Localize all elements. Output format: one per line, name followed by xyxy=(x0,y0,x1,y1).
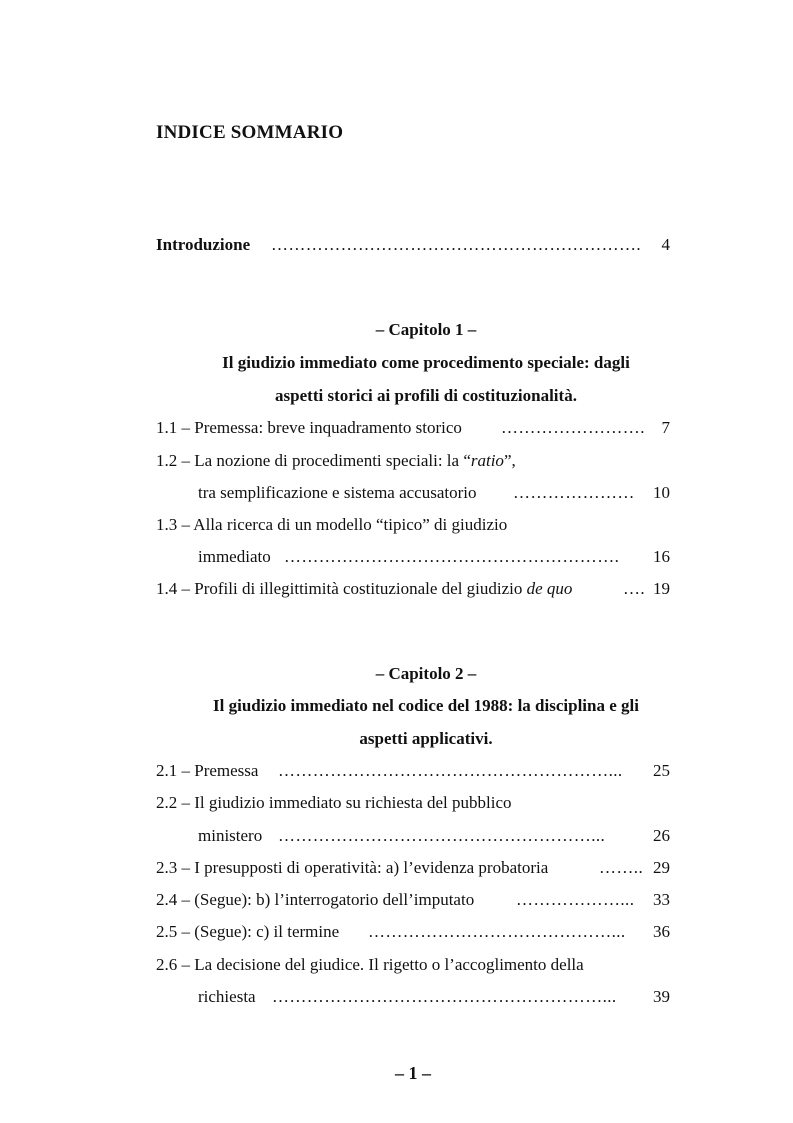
toc-dots: …………………………………………………. xyxy=(284,547,620,566)
toc-dots: …………………………………………………... xyxy=(272,987,617,1006)
toc-label: tra semplificazione e sistema accusatorio xyxy=(198,483,477,502)
toc-page: 25 xyxy=(653,761,670,780)
toc-page: 16 xyxy=(653,547,670,566)
toc-entry-introduzione xyxy=(156,233,670,257)
toc-dots: ………………... xyxy=(516,890,635,909)
toc-label: 2.1 – Premessa xyxy=(156,761,259,780)
toc-label: 2.4 – (Segue): b) l’interrogatorio dell’imputato xyxy=(156,890,475,909)
chapter-1-subtitle-line-2: aspetti storici ai profili di costituzionalità. xyxy=(275,386,577,405)
chapter-2-subtitle-line-1: Il giudizio immediato nel codice del 1988: la disciplina e gli xyxy=(213,696,639,715)
toc-label: 2.2 – Il giudizio immediato su richiesta del pubblico xyxy=(156,793,512,812)
toc-entry-2-2-continued xyxy=(156,824,670,848)
toc-entry-2-6-continued xyxy=(156,985,670,1009)
toc-label: ministero xyxy=(198,826,263,845)
toc-dots: ………………………………………………... xyxy=(278,826,606,845)
toc-label: Introduzione xyxy=(156,235,251,254)
toc-label: 1.1 – Premessa: breve inquadramento storico xyxy=(156,418,462,437)
toc-label: 2.6 – La decisione del giudice. Il rigetto o l’accoglimento della xyxy=(156,955,584,974)
toc-dots: …….. xyxy=(599,858,644,877)
toc-label: 1.4 – Profili di illegittimità costituzionale del giudizio de quo xyxy=(156,579,573,598)
toc-dots: ……………………. xyxy=(501,418,645,437)
toc-entry-2-3 xyxy=(156,856,670,880)
toc-label: richiesta xyxy=(198,987,256,1006)
toc-entry-2-1 xyxy=(156,759,670,783)
toc-label: 1.3 – Alla ricerca di un modello “tipico” di giudizio xyxy=(156,515,508,534)
toc-entry-2-6 xyxy=(156,953,670,977)
toc-dots: ………………………………………………………. xyxy=(271,235,642,254)
page-title: INDICE SOMMARIO xyxy=(156,122,344,143)
toc-page: 10 xyxy=(653,483,670,502)
toc-entry-1-4 xyxy=(156,577,670,601)
toc-entry-1-2 xyxy=(156,449,670,473)
toc-entry-1-2-continued xyxy=(156,481,670,505)
toc-entry-1-3 xyxy=(156,513,670,537)
toc-label: 2.5 – (Segue): c) il termine xyxy=(156,922,340,941)
toc-entry-1-3-continued xyxy=(156,545,670,569)
chapter-2-heading: – Capitolo 2 – xyxy=(375,664,477,683)
toc-entry-2-4 xyxy=(156,888,670,912)
toc-entry-1-1 xyxy=(156,416,670,440)
toc-page: 36 xyxy=(653,922,670,941)
toc-page: 7 xyxy=(661,418,670,437)
toc-dots: ……………………………………... xyxy=(368,922,626,941)
page-number: – 1 – xyxy=(395,1063,431,1083)
chapter-1-heading: – Capitolo 1 – xyxy=(375,320,477,339)
toc-dots: …………………………………………………... xyxy=(278,761,623,780)
chapter-2-subtitle-line-2: aspetti applicativi. xyxy=(359,729,493,748)
toc-page: 39 xyxy=(653,987,670,1006)
toc-entry-2-2 xyxy=(156,791,670,815)
toc-label: 2.3 – I presupposti di operatività: a) l’evidenza probatoria xyxy=(156,858,549,877)
toc-label: 1.2 – La nozione di procedimenti speciali: la “ratio”, xyxy=(156,451,516,470)
toc-entry-2-5 xyxy=(156,920,670,944)
toc-page: 33 xyxy=(653,890,670,909)
toc-dots: …. xyxy=(623,579,646,598)
toc-dots: ………………… xyxy=(513,483,635,502)
chapter-1-subtitle-line-1: Il giudizio immediato come procedimento speciale: dagli xyxy=(222,353,630,372)
toc-page: 4 xyxy=(661,235,670,254)
toc-page: 19 xyxy=(653,579,670,598)
toc-page: 29 xyxy=(653,858,670,877)
toc-label: immediato xyxy=(198,547,271,566)
toc-page: 26 xyxy=(653,826,670,845)
